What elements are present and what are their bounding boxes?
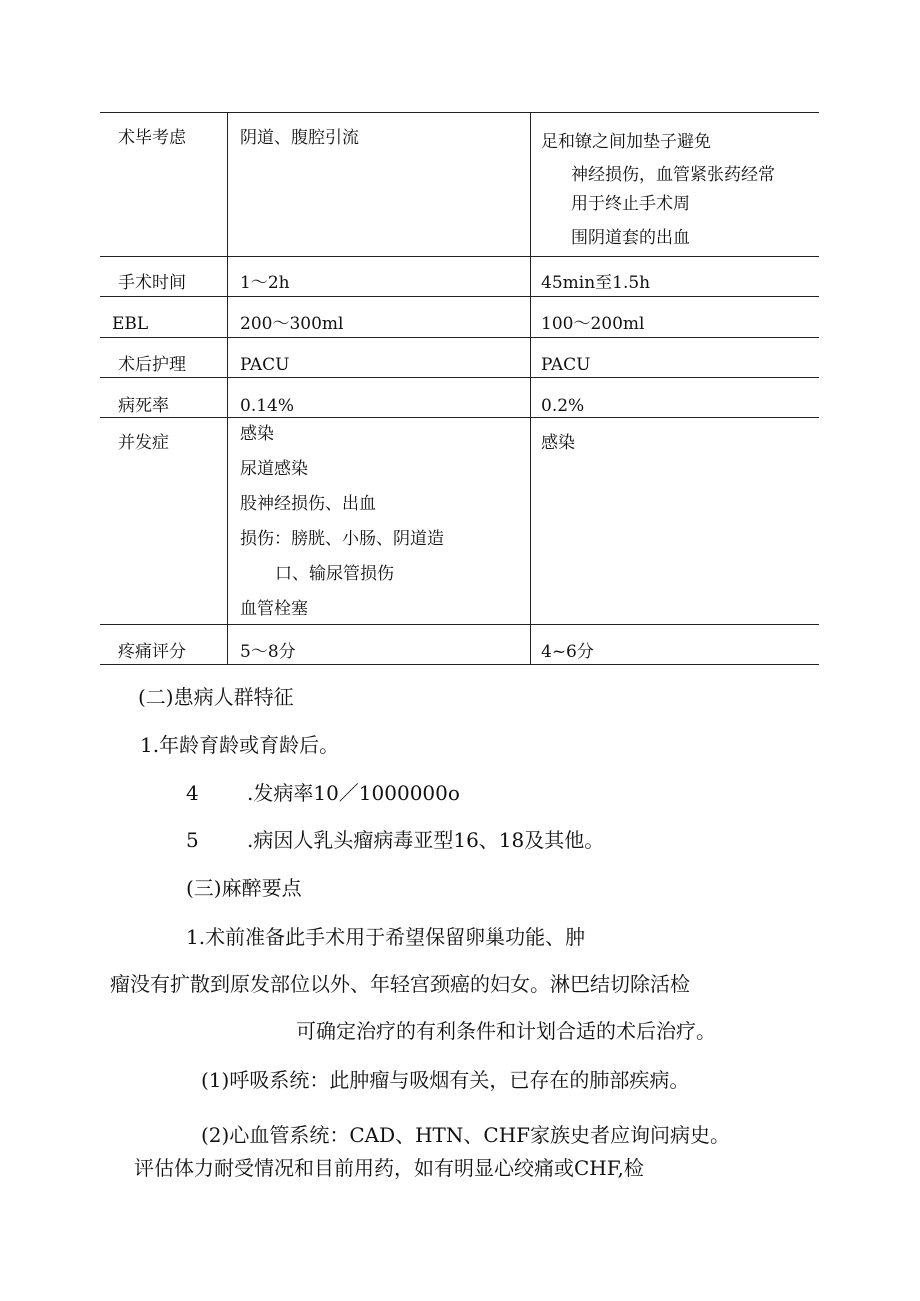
table-column-divider (530, 112, 531, 664)
table-cell: PACU (541, 355, 591, 375)
table-cell: 100～200ml (541, 314, 645, 334)
table-cell: PACU (240, 355, 290, 375)
table-cell: 1～2h (240, 273, 290, 293)
table-cell: 口、输尿管损伤 (275, 564, 394, 584)
table-cell: 0.2% (541, 396, 585, 416)
paragraph-line: 可确定治疗的有利条件和计划合适的术后治疗。 (296, 1019, 716, 1043)
table-column-divider (227, 112, 228, 664)
table-cell: 股神经损伤、出血 (240, 494, 376, 514)
table-cell: 阴道、腹腔引流 (240, 128, 359, 148)
table-cell: 200～300ml (240, 314, 344, 334)
table-row-divider (100, 296, 819, 297)
paragraph-line: (2)心血管系统：CAD、HTN、CHF家族史者应询问病史。 (201, 1123, 731, 1147)
list-item-number: 5 (186, 828, 199, 852)
table-cell: 感染 (240, 424, 274, 444)
paragraph-line: 1.术前准备此手术用于希望保留卵巢功能、肿 (186, 925, 586, 949)
section-heading: (三)麻醉要点 (186, 876, 302, 900)
table-cell: 5～8分 (240, 642, 296, 662)
list-item-number: 4 (186, 781, 199, 805)
list-item: .发病率10／1000000o (247, 781, 460, 805)
table-row-divider (100, 256, 819, 257)
list-item: 1.年龄育龄或育龄后。 (140, 733, 340, 757)
table-row-divider (100, 624, 819, 625)
table-row-divider (100, 417, 819, 418)
section-heading: (二)患病人群特征 (138, 685, 294, 709)
list-item: .病因人乳头瘤病毒亚型16、18及其他。 (247, 828, 605, 852)
table-bottom-border (100, 664, 819, 665)
table-cell: 足和镣之间加垫子避免 (541, 132, 711, 152)
paragraph-line: 评估体力耐受情况和目前用药，如有明显心绞痛或CHF,检 (134, 1156, 644, 1180)
table-row-label: 并发症 (118, 433, 169, 453)
table-cell: 围阴道套的出血 (571, 228, 690, 248)
table-cell: 感染 (541, 433, 575, 453)
table-cell: 血管栓塞 (240, 599, 308, 619)
table-cell: 用于终止手术周 (571, 194, 690, 214)
table-row-divider (100, 377, 819, 378)
table-cell: 45min至1.5h (541, 273, 651, 293)
table-cell: 损伤：膀胱、小肠、阴道造 (240, 529, 444, 549)
table-row-divider (100, 337, 819, 338)
table-row-label: 术后护理 (118, 355, 186, 375)
table-cell: 神经损伤，血管紧张药经常 (571, 165, 775, 185)
table-row-label: 术毕考虑 (118, 128, 186, 148)
table-row-label: 手术时间 (118, 273, 186, 293)
paragraph-line: 瘤没有扩散到原发部位以外、年轻宫颈癌的妇女。淋巴结切除活检 (110, 972, 690, 996)
table-cell: 尿道感染 (240, 459, 308, 479)
table-cell: 0.14% (240, 396, 295, 416)
table-row-label: 病死率 (118, 396, 169, 416)
table-top-border (100, 112, 819, 113)
table-row-label: 疼痛评分 (118, 642, 186, 662)
table-row-label: EBL (112, 314, 149, 334)
paragraph-line: (1)呼吸系统：此肿瘤与吸烟有关，已存在的肺部疾病。 (201, 1068, 690, 1092)
table-cell: 4~6分 (541, 642, 594, 662)
